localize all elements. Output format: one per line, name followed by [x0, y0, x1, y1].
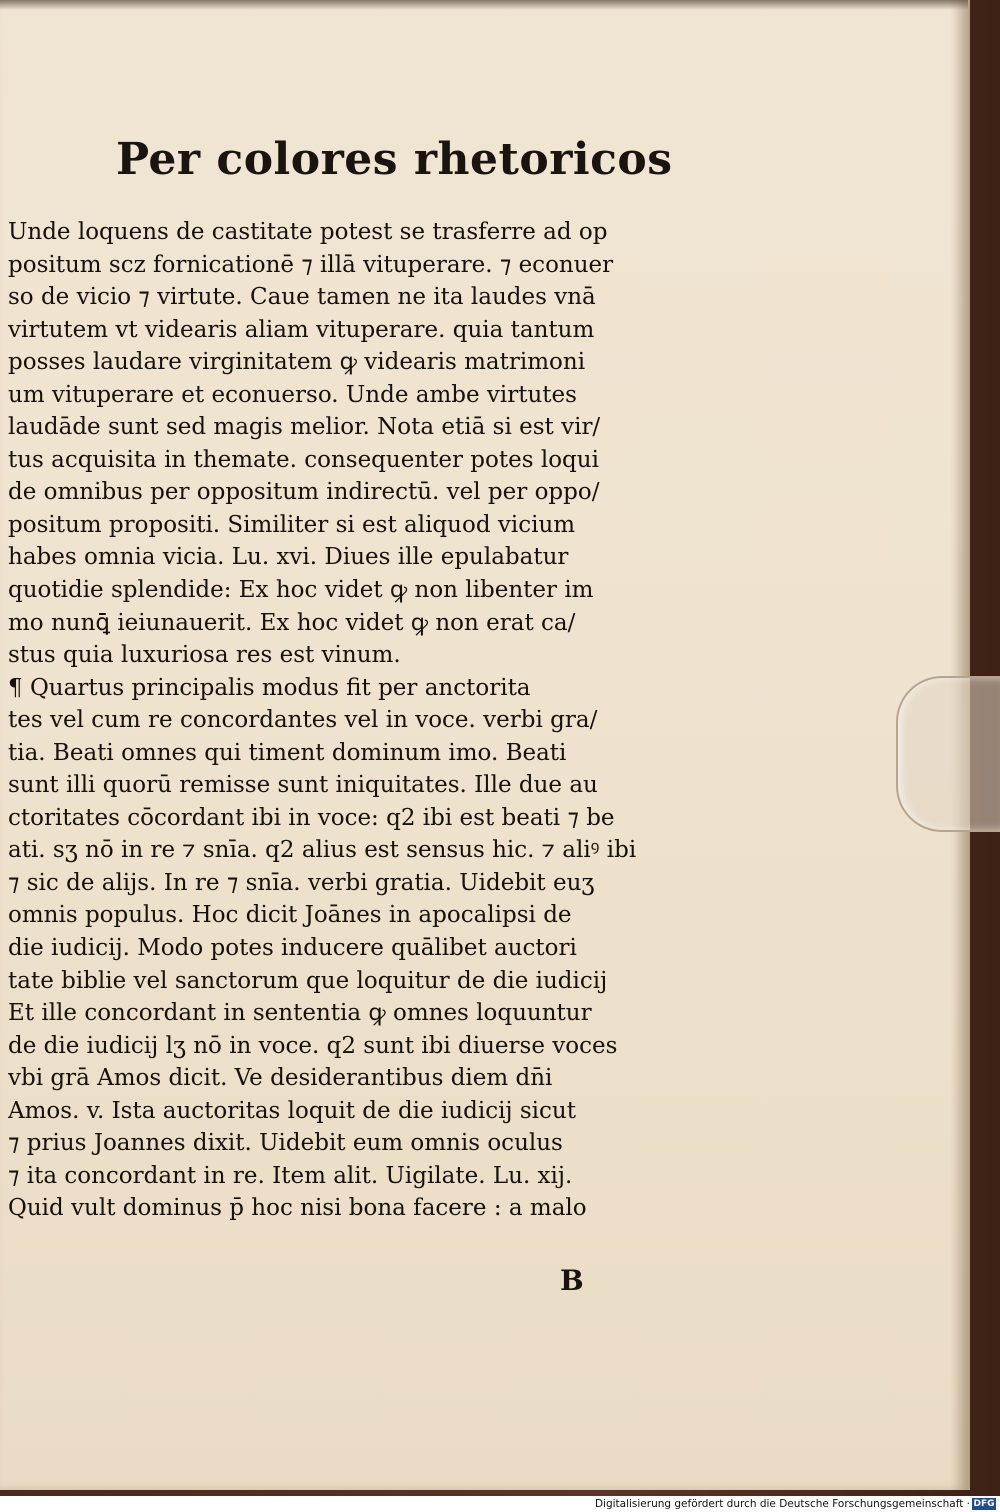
text-line: positum scz fornicationē ⁊ illā vituperare. ⁊ econuer — [8, 251, 614, 278]
text-line: Et ille concordant in sententia ꝙ omnes loquuntur — [8, 1000, 592, 1027]
text-line: de die iudicij lʒ nō in voce. q2 sunt ibi diuerse voces — [8, 1032, 618, 1059]
signature-mark: B — [560, 1264, 584, 1297]
page-top-shadow — [0, 0, 968, 10]
text-line: vbi grā Amos dicit. Ve desiderantibus diem dn̄i — [8, 1065, 553, 1092]
text-line: ¶ Quartus principalis modus fit per anctorita — [8, 674, 531, 701]
text-line: tus acquisita in themate. consequenter potes loqui — [8, 446, 599, 473]
text-line: tes vel cum re concordantes vel in voce. verbi gra/ — [8, 707, 598, 734]
text-line: so de vicio ⁊ virtute. Caue tamen ne ita laudes vnā — [8, 284, 596, 311]
text-line: positum propositi. Similiter si est aliquod vicium — [8, 511, 576, 538]
text-line: ⁊ ita concordant in re. Item alit. Uigilate. Lu. xij. — [8, 1162, 573, 1189]
text-line: habes omnia vicia. Lu. xvi. Diues ille epulabatur — [8, 544, 569, 571]
text-line: Amos. v. Ista auctoritas loquit de die iudicij sicut — [8, 1097, 576, 1124]
dfg-logo: DFG — [973, 1499, 995, 1509]
text-line: tia. Beati omnes qui timent dominum imo. Beati — [8, 739, 567, 766]
text-line: ⁊ sic de alijs. In re ⁊ snīa. verbi gratia. Uidebit euʒ — [8, 869, 595, 896]
text-line: Quid vult dominus p̄ hoc nisi bona facere : a malo — [8, 1195, 587, 1222]
text-line: laudāde sunt sed magis melior. Nota etiā si est vir/ — [8, 414, 601, 441]
text-line: ctoritates cōcordant ibi in voce: q2 ibi est beati ⁊ be — [8, 804, 615, 831]
text-line: Unde loquens de castitate potest se trasferre ad op — [8, 219, 608, 245]
page-title: Per colores rhetoricos — [116, 134, 673, 185]
text-line: stus quia luxuriosa res est vinum. — [8, 642, 401, 669]
text-line: sunt illi quorū remisse sunt iniquitates. Ille due au — [8, 772, 598, 799]
text-line: omnis populus. Hoc dicit Joānes in apocalipsi de — [8, 902, 572, 929]
text-line: ati. sʒ nō in re ⁊ snīa. q2 alius est sensus hic. ⁊ aliꝰ ibi — [8, 837, 637, 864]
page-clip — [896, 676, 1000, 832]
text-line: posses laudare virginitatem ꝙ videaris matrimoni — [8, 349, 586, 376]
text-line: die iudicij. Modo potes inducere quālibet auctori — [8, 935, 577, 962]
text-line: virtutem vt videaris aliam vituperare. quia tantum — [8, 316, 595, 343]
text-line: de omnibus per oppositum indirectū. vel per oppo/ — [8, 479, 600, 506]
text-line: ⁊ prius Joannes dixit. Uidebit eum omnis oculus — [8, 1130, 563, 1157]
text-line: um vituperare et econuerso. Unde ambe virtutes — [8, 381, 577, 408]
funding-credit: Digitalisierung gefördert durch die Deutsche Forschungsgemeinschaft · — [594, 1498, 970, 1510]
text-line: mo nunꝗ̄ ieiunauerit. Ex hoc videt ꝙ non erat ca/ — [8, 609, 576, 636]
text-line: quotidie splendide: Ex hoc videt ꝙ non libenter im — [8, 577, 594, 604]
page-text-block — [8, 216, 720, 1225]
text-line: tate biblie vel sanctorum que loquitur de die iudicij — [8, 967, 608, 994]
